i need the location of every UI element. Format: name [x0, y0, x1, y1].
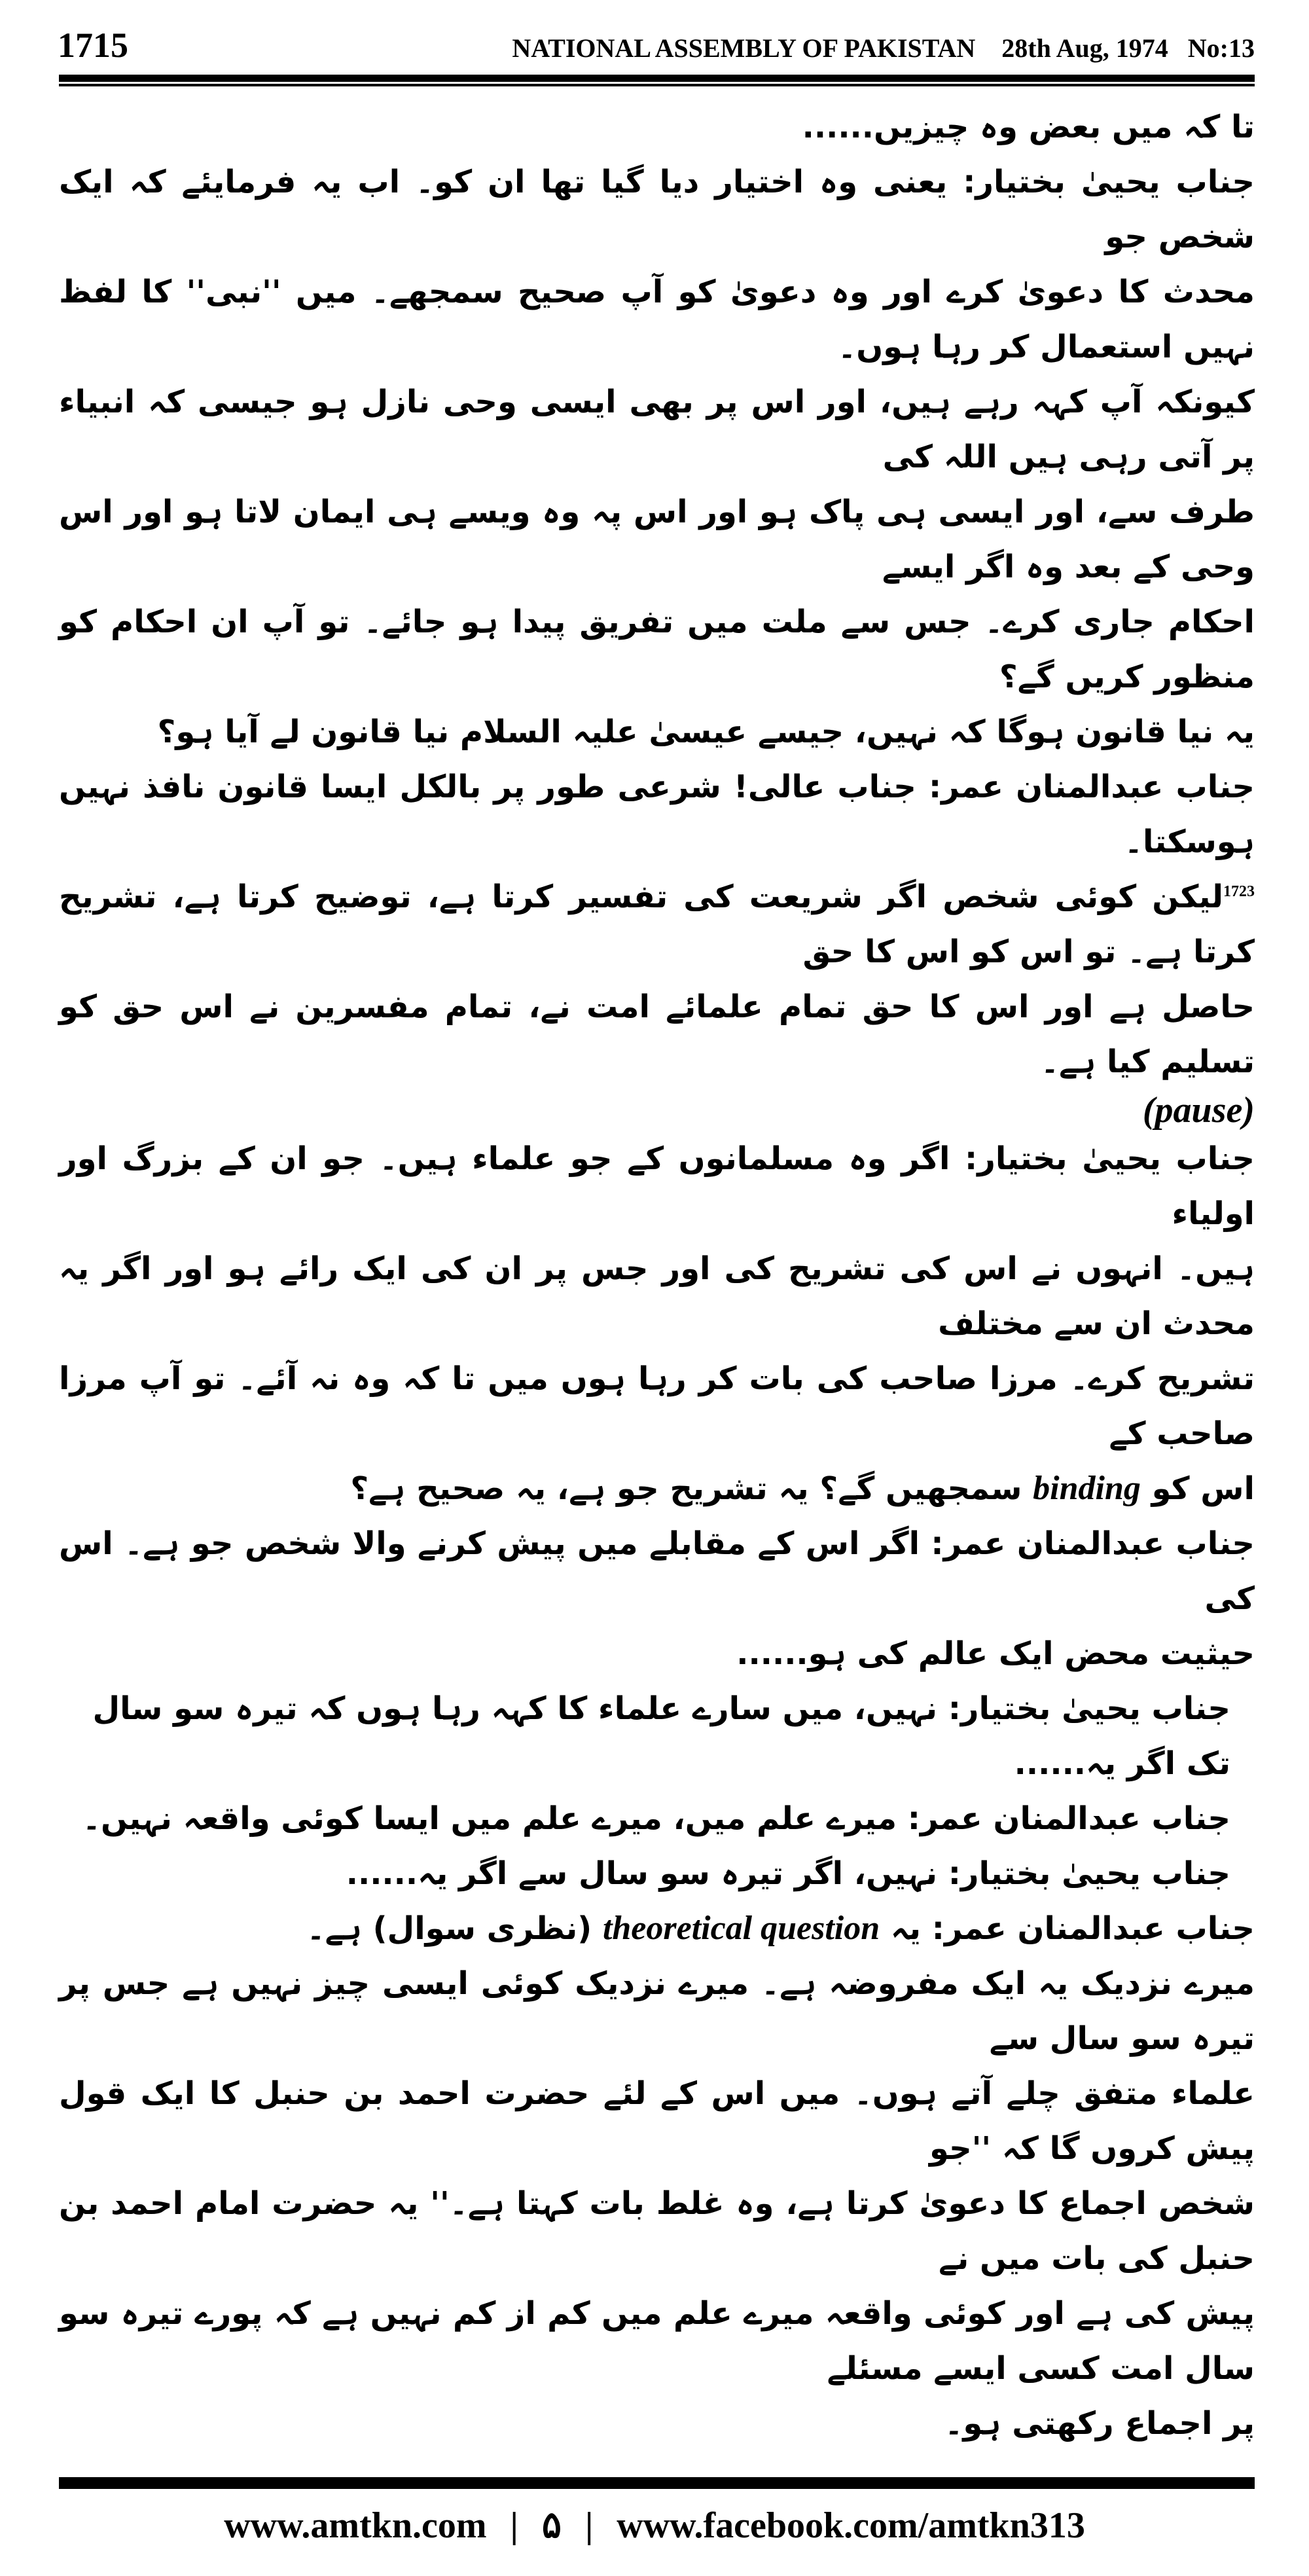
line-text: شخص اجماع کا دعویٰ کرتا ہے، وہ غلط بات کہتا ہے۔'' یہ حضرت امام احمد بن حنبل کی بات میں نے	[59, 2185, 1255, 2277]
speaker-name: جناب عبدالمنان عمر:	[921, 1910, 1255, 1947]
english-term: theoretical question	[602, 1910, 880, 1947]
transcript-line	[59, 2176, 1255, 2286]
line-text: حیثیت محض ایک عالم کی ہو......	[736, 1635, 1255, 1672]
line-text: یہ	[880, 1910, 922, 1947]
speaker-name: جناب یحییٰ بختیار:	[937, 1855, 1230, 1892]
line-text: میرے نزدیک یہ ایک مفروضہ ہے۔ میرے نزدیک کوئی ایسی چیز نہیں ہے جس پر تیرہ سو سال سے	[59, 1965, 1255, 2057]
transcript-line	[59, 1131, 1255, 1241]
page-reference: 1723	[1223, 883, 1255, 900]
transcript-line	[59, 1626, 1255, 1681]
speaker-name: جناب یحییٰ بختیار:	[950, 1140, 1255, 1177]
header-rule-thick	[59, 75, 1255, 82]
line-text: پر اجماع رکھتی ہو۔	[944, 2405, 1255, 2442]
line-text: لیکن کوئی شخص اگر شریعت کی تفسیر کرتا ہے، توضیح کرتا ہے، تشریح کرتا ہے۔ تو اس کو اس کا حق	[59, 879, 1255, 970]
pause-annotation	[59, 1089, 1255, 1131]
transcript-line	[59, 1516, 1255, 1626]
transcript-line	[59, 1956, 1255, 2066]
line-text: اگر وہ مسلمانوں کے جو علماء ہیں۔ جو ان کے بزرگ اور اولیاء	[59, 1140, 1255, 1232]
transcript-line	[59, 1241, 1255, 1351]
footer-facebook-link[interactable]: www.facebook.com/amtkn313	[617, 2505, 1085, 2546]
transcript-line	[59, 484, 1255, 594]
line-text: علماء متفق چلے آتے ہوں۔ میں اس کے لئے حضرت احمد بن حنبل کا ایک قول پیش کروں گا کہ ''جو	[59, 2075, 1255, 2167]
line-text: تشریح کرے۔ مرزا صاحب کی بات کر رہا ہوں میں تا کہ وہ نہ آئے۔ تو آپ مرزا صاحب کے	[59, 1360, 1255, 1452]
line-text: نہیں، اگر تیرہ سو سال سے اگر یہ......	[346, 1855, 937, 1892]
page-number: 1715	[58, 26, 128, 65]
line-text: میرے علم میں، میرے علم میں ایسا کوئی واقعہ نہیں۔	[82, 1800, 897, 1837]
header-title: NATIONAL ASSEMBLY OF PAKISTAN 28th Aug, 1974 No:13	[512, 33, 1255, 63]
line-text: (pause)	[1142, 1090, 1255, 1131]
line-text: سمجھیں گے؟ یہ تشریح جو ہے، یہ صحیح ہے؟	[350, 1470, 1033, 1507]
line-text: نہیں، میں سارے علماء کا کہہ رہا ہوں کہ تیرہ سو سال تک اگر یہ......	[92, 1690, 1230, 1782]
line-text: یہ نیا قانون ہوگا کہ نہیں، جیسے عیسیٰ علیہ السلام نیا قانون لے آیا ہو؟	[157, 714, 1255, 750]
transcript-line	[59, 154, 1255, 264]
line-text: یعنی وہ اختیار دیا گیا تھا ان کو۔ اب یہ فرمایئے کہ ایک شخص جو	[59, 164, 1255, 255]
footer-separator: |	[510, 2505, 518, 2546]
transcript-line	[59, 594, 1255, 704]
transcript-line	[59, 869, 1255, 979]
transcript-line	[59, 2066, 1255, 2176]
speaker-name: جناب یحییٰ بختیار:	[947, 164, 1255, 200]
line-text: تا کہ میں بعض وہ چیزیں......	[802, 109, 1255, 145]
footer	[26, 2502, 1283, 2550]
line-text: اس کو	[1140, 1470, 1255, 1507]
transcript-line	[59, 1681, 1230, 1791]
speaker-name: جناب عبدالمنان عمر:	[897, 1800, 1230, 1837]
speaker-name: جناب یحییٰ بختیار:	[937, 1690, 1230, 1727]
line-text: احکام جاری کرے۔ جس سے ملت میں تفریق پیدا ہو جائے۔ تو آپ ان احکام کو منظور کریں گے؟	[59, 604, 1255, 695]
english-term: binding	[1033, 1470, 1141, 1507]
transcript-line	[59, 374, 1255, 484]
footer-rule	[59, 2477, 1255, 2489]
transcript-line	[59, 704, 1255, 759]
transcript-body	[59, 100, 1255, 2451]
transcript-line	[59, 759, 1255, 869]
transcript-line	[59, 264, 1255, 374]
speaker-name: جناب عبدالمنان عمر:	[920, 1525, 1255, 1562]
transcript-line	[59, 2286, 1255, 2396]
line-text: جناب عالی! شرعی طور پر بالکل ایسا قانون نافذ نہیں ہوسکتا۔	[59, 769, 1255, 860]
line-text: طرف سے، اور ایسی ہی پاک ہو اور اس پہ وہ ویسے ہی ایمان لاتا ہو اور اس وحی کے بعد وہ اگر ایسے	[59, 494, 1255, 585]
line-text: ہیں۔ انہوں نے اس کی تشریح کی اور جس پر ان کی ایک رائے ہو اور اگر یہ محدث ان سے مختلف	[59, 1250, 1255, 1342]
header-rule-thin	[59, 84, 1255, 86]
transcript-line	[59, 2396, 1255, 2451]
transcript-line	[59, 100, 1255, 154]
footer-separator: |	[584, 2505, 594, 2546]
line-text: حاصل ہے اور اس کا حق تمام علمائے امت نے، تمام مفسرین نے اس حق کو تسلیم کیا ہے۔	[59, 989, 1255, 1080]
line-text: (نظری سوال) ہے۔	[306, 1910, 603, 1947]
line-text: پیش کی ہے اور کوئی واقعہ میرے علم میں کم از کم نہیں ہے کہ پورے تیرہ سو سال امت کسی ایسے مسئلے	[59, 2295, 1255, 2387]
footer-website-link[interactable]: www.amtkn.com	[224, 2505, 487, 2546]
footer-page-number: ۵	[541, 2505, 562, 2546]
transcript-line	[59, 1846, 1230, 1901]
line-text: محدث کا دعویٰ کرے اور وہ دعویٰ کو آپ صحیح سمجھے۔ میں ''نبی'' کا لفظ نہیں استعمال کر رہا ہوں۔	[59, 274, 1255, 365]
transcript-line	[59, 1901, 1255, 1956]
transcript-line	[59, 1791, 1230, 1846]
transcript-line	[59, 979, 1255, 1089]
speaker-name: جناب عبدالمنان عمر:	[916, 769, 1255, 805]
page-header	[58, 0, 1255, 65]
line-text: اگر اس کے مقابلے میں پیش کرنے والا شخص جو ہے۔ اس کی	[59, 1525, 1255, 1617]
line-text: کیونکہ آپ کہہ رہے ہیں، اور اس پر بھی ایسی وحی نازل ہو جیسی کہ انبیاء پر آتی رہی ہیں اللہ کی	[59, 384, 1255, 475]
transcript-line	[59, 1351, 1255, 1461]
transcript-line	[59, 1461, 1255, 1516]
